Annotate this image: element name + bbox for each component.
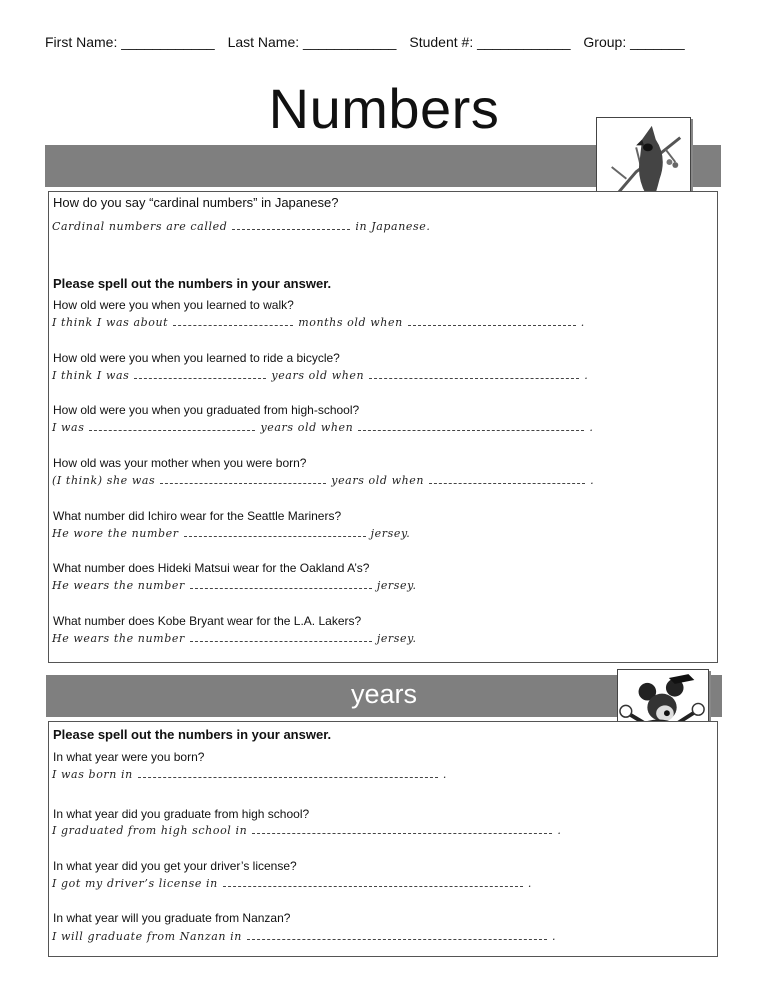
answer-text: . <box>584 369 589 382</box>
answer-blank[interactable] <box>173 318 293 326</box>
answer-text: He wears the number <box>52 632 185 645</box>
answer-text: I was born in <box>52 768 133 781</box>
answer-line <box>52 579 417 592</box>
answer-line <box>52 527 410 540</box>
answer-line <box>52 877 532 890</box>
answer-text: months old when <box>298 316 403 329</box>
question: In what year did you get your driver’s license? <box>53 859 297 873</box>
answer-line <box>52 369 588 382</box>
page-title: Numbers <box>268 77 500 140</box>
answer-blank[interactable] <box>190 581 372 589</box>
answer-text: years old when <box>331 474 425 487</box>
answer-text: I think I was <box>52 369 130 382</box>
answer-text: (I think) she was <box>52 474 156 487</box>
answer-text: I got my driver’s license in <box>52 877 218 890</box>
section1-instruction: Please spell out the numbers in your answer. <box>53 276 332 291</box>
answer-blank[interactable] <box>190 634 372 642</box>
answer-line <box>52 632 417 645</box>
answer-text: . <box>557 824 562 837</box>
answer-blank[interactable] <box>247 932 547 940</box>
answer-text: jersey. <box>376 632 417 645</box>
question: What number does Hideki Matsui wear for the Oakland A’s? <box>53 561 370 575</box>
section2-instruction: Please spell out the numbers in your answer. <box>53 727 332 742</box>
answer-line <box>52 824 561 837</box>
answer-blank[interactable] <box>232 222 350 230</box>
answer-blank[interactable] <box>358 423 584 431</box>
answer-blank[interactable] <box>134 371 266 379</box>
answer-blank[interactable] <box>408 318 576 326</box>
answer-blank[interactable] <box>223 879 523 887</box>
answer-text: years old when <box>260 421 354 434</box>
section2-bar-label: years <box>350 679 418 709</box>
answer-line <box>52 930 556 943</box>
answer-text: He wears the number <box>52 579 185 592</box>
question: In what year will you graduate from Nanzan? <box>53 911 291 925</box>
answer-text: . <box>589 421 594 434</box>
answer-line <box>52 474 594 487</box>
answer-text: . <box>442 768 447 781</box>
first-name-field[interactable]: First Name: ____________ <box>45 34 215 50</box>
intro-answer <box>52 220 430 233</box>
question: How old was your mother when you were born? <box>53 456 307 470</box>
answer-text: I think I was about <box>52 316 169 329</box>
answer-blank[interactable] <box>252 826 552 834</box>
intro-question: How do you say “cardinal numbers” in Japanese? <box>53 195 339 210</box>
student-number-field[interactable]: Student #: ____________ <box>409 34 571 50</box>
answer-line <box>52 421 593 434</box>
answer-line <box>52 316 585 329</box>
answer-blank[interactable] <box>369 371 579 379</box>
answer-text: I graduated from high school in <box>52 824 248 837</box>
answer-text: . <box>590 474 595 487</box>
question: How old were you when you learned to walk? <box>53 298 294 312</box>
answer-text: He wore the number <box>52 527 179 540</box>
section2-box <box>48 721 718 957</box>
answer-text: I will graduate from Nanzan in <box>52 930 242 943</box>
answer-blank[interactable] <box>160 476 326 484</box>
group-field[interactable]: Group: _______ <box>583 34 685 50</box>
question: What number does Kobe Bryant wear for the L.A. Lakers? <box>53 614 362 628</box>
answer-text: . <box>527 877 532 890</box>
answer-blank[interactable] <box>429 476 585 484</box>
answer-blank[interactable] <box>138 770 438 778</box>
question: What number did Ichiro wear for the Seattle Mariners? <box>53 509 342 523</box>
student-info-line <box>45 34 735 50</box>
answer-blank[interactable] <box>184 529 366 537</box>
answer-text: . <box>551 930 557 943</box>
answer-line <box>52 768 447 781</box>
answer-text: in Japanese. <box>355 220 431 233</box>
question: How old were you when you graduated from high-school? <box>53 403 360 417</box>
section1-box <box>48 191 718 663</box>
question: How old were you when you learned to ride a bicycle? <box>53 351 340 365</box>
question: In what year did you graduate from high school? <box>53 807 310 821</box>
last-name-field[interactable]: Last Name: ____________ <box>227 34 397 50</box>
answer-text: . <box>580 316 585 329</box>
answer-text: years old when <box>271 369 365 382</box>
question: In what year were you born? <box>53 750 205 764</box>
answer-text: jersey. <box>370 527 411 540</box>
answer-blank[interactable] <box>89 423 255 431</box>
answer-text: I was <box>52 421 85 434</box>
answer-text: Cardinal numbers are called <box>52 220 228 233</box>
answer-text: jersey. <box>376 579 417 592</box>
